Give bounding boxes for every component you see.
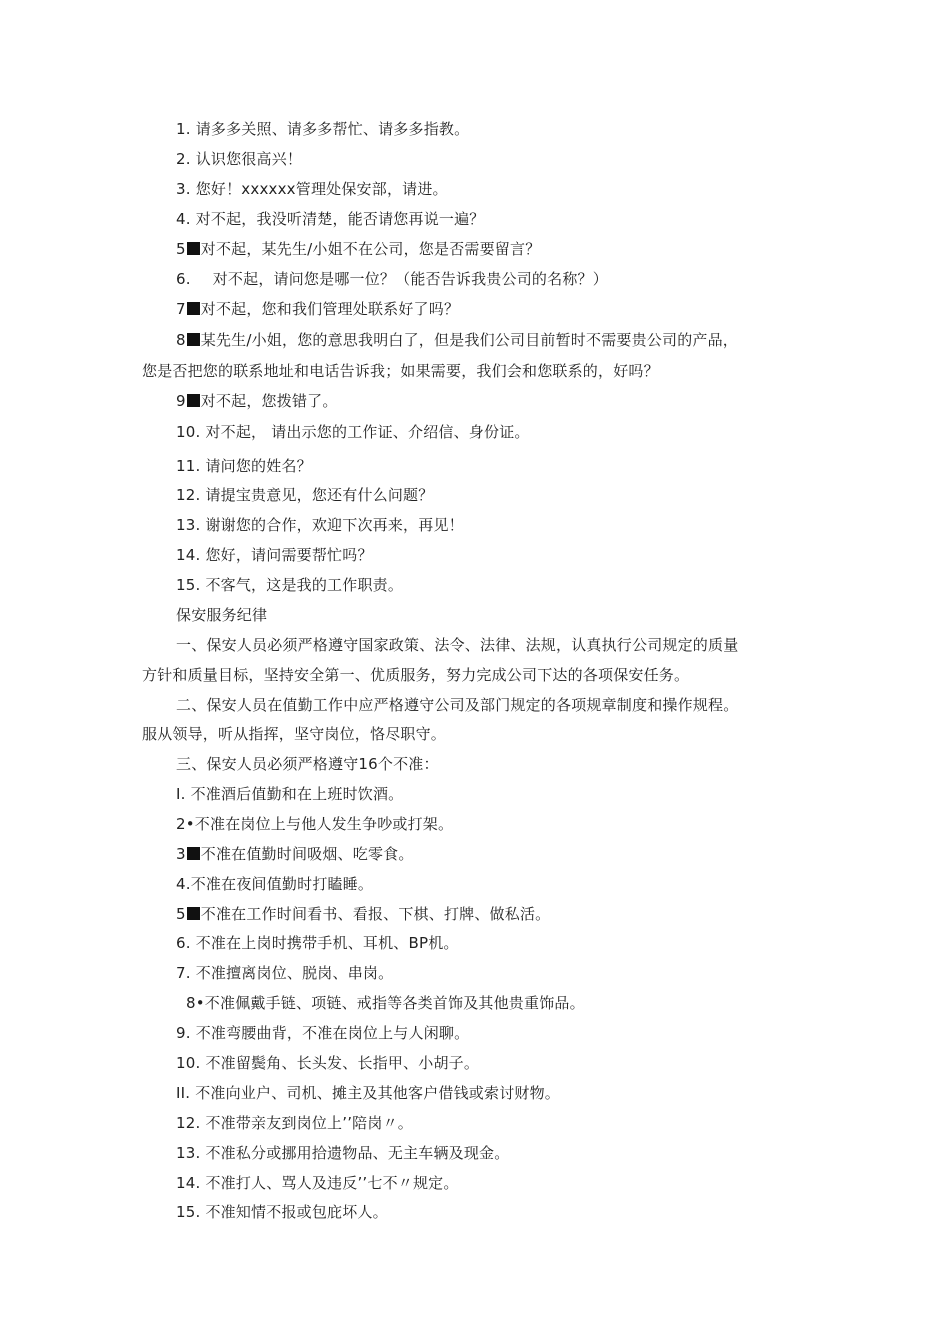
rule-text: 不准佩戴手链、项链、戒指等各类首饰及其他贵重饰品。 bbox=[204, 994, 585, 1012]
phrase-text: 对不起，我没听清楚，能否请您再说一遍？ bbox=[195, 210, 485, 228]
phrase-number: 15. bbox=[176, 576, 201, 594]
rule-text: 不准在上岗时携带手机、耳机、BP机。 bbox=[195, 934, 459, 952]
phrase-number: 11. bbox=[176, 457, 201, 475]
rule-text: 不准留鬓角、长头发、长指甲、小胡子。 bbox=[205, 1054, 480, 1072]
rule-item-1 bbox=[176, 784, 403, 804]
rule-item-2 bbox=[176, 814, 453, 834]
rule-item-4 bbox=[176, 874, 373, 894]
bullet-square-icon bbox=[187, 302, 200, 315]
rule-number: 4. bbox=[176, 875, 191, 893]
paragraph-2-line-2: 服从领导，听从指挥，坚守岗位，恪尽职守。 bbox=[142, 725, 447, 743]
phrase-text: 对不起，请问您是哪一位？（能否告诉我贵公司的名称？） bbox=[212, 270, 608, 288]
rule-text: 不准在岗位上与他人发生争吵或打架。 bbox=[194, 815, 454, 833]
rule-text: 不准打人、骂人及违反’’七不〃规定。 bbox=[205, 1174, 459, 1192]
rule-item-5 bbox=[176, 904, 550, 924]
rule-number: 2• bbox=[176, 815, 195, 833]
rule-number: 5 bbox=[176, 905, 186, 923]
phrase-number: 12. bbox=[176, 486, 201, 504]
rule-item-13 bbox=[176, 1143, 509, 1163]
phrase-text: 认识您很高兴！ bbox=[195, 150, 303, 168]
rule-item-10 bbox=[176, 1053, 479, 1073]
phrase-text: 对不起， 请出示您的工作证、介绍信、身份证。 bbox=[205, 423, 530, 441]
rule-text: 不准带亲友到岗位上’’陪岗〃。 bbox=[205, 1114, 413, 1132]
rule-item-9 bbox=[176, 1023, 469, 1043]
bullet-square-icon bbox=[187, 907, 200, 920]
phrase-text: 对不起，您和我们管理处联系好了吗？ bbox=[200, 300, 460, 318]
phrase-item-8-continuation: 您是否把您的联系地址和电话告诉我；如果需要，我们会和您联系的，好吗？ bbox=[142, 362, 659, 380]
phrase-number: 7 bbox=[176, 300, 186, 318]
phrase-text: 您好！xxxxxx管理处保安部，请进。 bbox=[195, 180, 448, 198]
rule-text: 不准在值勤时间吸烟、吃零食。 bbox=[200, 845, 414, 863]
rule-number: 14. bbox=[176, 1174, 201, 1192]
phrase-item-14 bbox=[176, 545, 373, 565]
phrase-item-4 bbox=[176, 209, 485, 229]
phrase-number: 6. bbox=[176, 270, 191, 288]
phrase-number: 8 bbox=[176, 331, 186, 349]
phrase-text: 谢谢您的合作，欢迎下次再来，再见！ bbox=[205, 516, 464, 534]
phrase-item-9 bbox=[176, 391, 338, 411]
rule-item-3 bbox=[176, 844, 414, 864]
phrase-item-2 bbox=[176, 149, 302, 169]
phrase-number: 5 bbox=[176, 240, 186, 258]
rule-item-11 bbox=[176, 1083, 560, 1103]
rule-item-15 bbox=[176, 1202, 388, 1222]
rule-text: 不准在夜间值勤时打瞌睡。 bbox=[190, 875, 374, 893]
phrase-text: 不客气，这是我的工作职责。 bbox=[205, 576, 404, 594]
phrase-text: 您好，请问需要帮忙吗？ bbox=[205, 546, 373, 564]
phrase-item-8 bbox=[176, 330, 738, 350]
phrase-item-10 bbox=[176, 422, 530, 442]
rule-item-12 bbox=[176, 1113, 413, 1133]
rule-item-8 bbox=[186, 993, 585, 1013]
rule-number: 6. bbox=[176, 934, 191, 952]
phrase-number: 2. bbox=[176, 150, 191, 168]
phrase-item-12 bbox=[176, 485, 433, 505]
rule-text: 不准私分或挪用拾遗物品、无主车辆及现金。 bbox=[205, 1144, 510, 1162]
rule-number: 9. bbox=[176, 1024, 191, 1042]
bullet-square-icon bbox=[187, 242, 200, 255]
bullet-square-icon bbox=[187, 333, 200, 346]
rule-item-14 bbox=[176, 1173, 459, 1193]
phrase-number: 13. bbox=[176, 516, 201, 534]
phrase-item-1 bbox=[176, 119, 469, 139]
phrase-text: 对不起，某先生/小姐不在公司，您是否需要留言？ bbox=[200, 240, 541, 258]
section-heading: 保安服务纪律 bbox=[176, 606, 268, 624]
paragraph-1-line-2: 方针和质量目标，坚持安全第一、优质服务，努力完成公司下达的各项保安任务。 bbox=[142, 666, 690, 684]
rule-text: 不准擅离岗位、脱岗、串岗。 bbox=[195, 964, 394, 982]
phrase-number: 3. bbox=[176, 180, 191, 198]
phrase-text: 请问您的姓名？ bbox=[205, 457, 312, 475]
rule-text: 不准弯腰曲背，不准在岗位上与人闲聊。 bbox=[195, 1024, 470, 1042]
paragraph-3: 三、保安人员必须严格遵守16个不准： bbox=[176, 755, 439, 773]
rule-number: 10. bbox=[176, 1054, 201, 1072]
phrase-text: 请提宝贵意见，您还有什么问题？ bbox=[205, 486, 434, 504]
phrase-number: 9 bbox=[176, 392, 186, 410]
phrase-number: 1. bbox=[176, 120, 191, 138]
phrase-item-7 bbox=[176, 299, 459, 319]
phrase-item-13 bbox=[176, 515, 464, 535]
rule-text: 不准向业户、司机、摊主及其他客户借钱或索讨财物。 bbox=[195, 1084, 560, 1102]
phrase-text: 请多多关照、请多多帮忙、请多多指教。 bbox=[195, 120, 470, 138]
rule-number: 15. bbox=[176, 1203, 201, 1221]
rule-item-6 bbox=[176, 933, 459, 953]
paragraph-2-line-1: 二、保安人员在值勤工作中应严格遵守公司及部门规定的各项规章制度和操作规程。 bbox=[176, 696, 739, 714]
phrase-item-15 bbox=[176, 575, 403, 595]
rule-number: 7. bbox=[176, 964, 191, 982]
rule-text: 不准在工作时间看书、看报、下棋、打牌、做私活。 bbox=[200, 905, 551, 923]
rule-text: 不准酒后值勤和在上班时饮酒。 bbox=[190, 785, 404, 803]
rule-number: I. bbox=[176, 785, 186, 803]
rule-number: II. bbox=[176, 1084, 191, 1102]
rule-number: 13. bbox=[176, 1144, 201, 1162]
phrase-item-11 bbox=[176, 456, 312, 476]
phrase-number: 10. bbox=[176, 423, 201, 441]
phrase-item-5 bbox=[176, 239, 540, 259]
bullet-square-icon bbox=[187, 394, 200, 407]
phrase-number: 4. bbox=[176, 210, 191, 228]
phrase-number: 14. bbox=[176, 546, 201, 564]
phrase-item-6 bbox=[176, 269, 608, 289]
phrase-item-3 bbox=[176, 179, 448, 199]
rule-item-7 bbox=[176, 963, 393, 983]
rule-number: 12. bbox=[176, 1114, 201, 1132]
rule-text: 不准知情不报或包庇坏人。 bbox=[205, 1203, 388, 1221]
paragraph-1-line-1: 一、保安人员必须严格遵守国家政策、法令、法律、法规，认真执行公司规定的质量 bbox=[176, 636, 739, 654]
bullet-square-icon bbox=[187, 847, 200, 860]
rule-number: 8• bbox=[186, 994, 205, 1012]
rule-number: 3 bbox=[176, 845, 186, 863]
phrase-text: 某先生/小姐，您的意思我明白了，但是我们公司目前暂时不需要贵公司的产品， bbox=[200, 331, 739, 349]
phrase-text: 对不起，您拨错了。 bbox=[200, 392, 338, 410]
